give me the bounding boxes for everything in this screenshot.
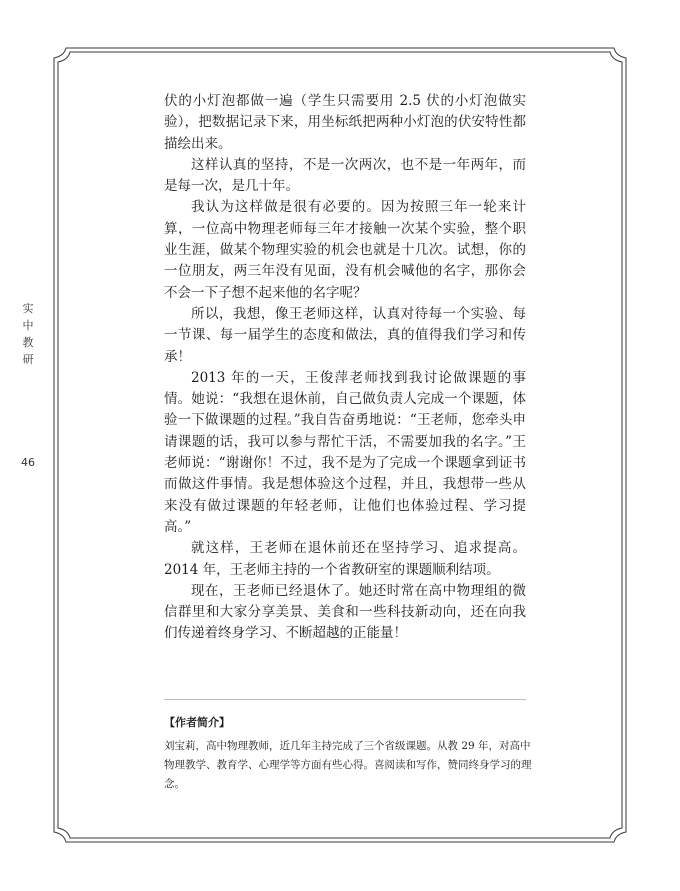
journal-name-char: 中: [22, 319, 34, 332]
journal-name-char: 实: [22, 302, 34, 315]
article-paragraph: 所以，我想，像王老师这样，认真对待每一个实验、每一节课、每一届学生的态度和做法，真的值得我们学习和传承！: [164, 305, 526, 365]
journal-name-char: 研: [22, 353, 34, 366]
article-paragraph: 这样认真的坚持，不是一次两次，也不是一年两年，而是每一次，是几十年。: [164, 156, 526, 195]
author-bio-heading: 【作者简介】: [164, 716, 230, 729]
author-bio-text: 刘宝莉，高中物理教师，近几年主持完成了三个省级课题。从教 29 年，对高中物理教学、教育学、心理学等方面有些心得。喜阅读和写作，赞同终身学习的理念。: [164, 740, 532, 790]
journal-name-char: 教: [22, 336, 34, 349]
article-body: [164, 91, 526, 645]
journal-name-vertical: [20, 300, 36, 368]
article-paragraph: 就这样，王老师在退休前还在坚持学习、追求提高。2014 年，王老师主持的一个省教研室的课题顺利结项。: [164, 540, 526, 578]
article-paragraph: 2013 年的一天，王俊萍老师找到我讨论做课题的事情。她说：“我想在退休前，自己做负责人完成一个课题，体验一下做课题的过程。”我自告奋勇地说：“王老师，您牵头申请课题的话，我可以参与帮忙干活，不需要加我的名字。”王老师说：“谢谢你！不过，我不是为了完成一个课题拿到证书而做这件事情。我是想体验这个过程，并且，我想带一些从来没有做过课题的年轻老师，让他们也体验过程、学习提高。”: [164, 369, 526, 535]
divider-line: [164, 699, 526, 700]
article-paragraph: 现在，王老师已经退休了。她还时常在高中物理组的微信群里和大家分享美景、美食和一些科技新动向，还在向我们传递着终身学习、不断超越的正能量！: [164, 582, 526, 642]
article-paragraph: 我认为这样做是很有必要的。因为按照三年一轮来计算，一位高中物理老师每三年才接触一次某个实验，整个职业生涯，做某个物理实验的机会也就是十几次。试想，你的一位朋友，两三年没有见面，没有机会喊他的名字，那你会不会一下子想不起来他的名字呢？: [164, 199, 526, 301]
page-number: 46: [21, 456, 35, 469]
article-paragraph: 伏的小灯泡都做一遍（学生只需要用 2.5 伏的小灯泡做实验），把数据记录下来，用坐标纸把两种小灯泡的伏安特性都描绘出来。: [164, 93, 526, 152]
